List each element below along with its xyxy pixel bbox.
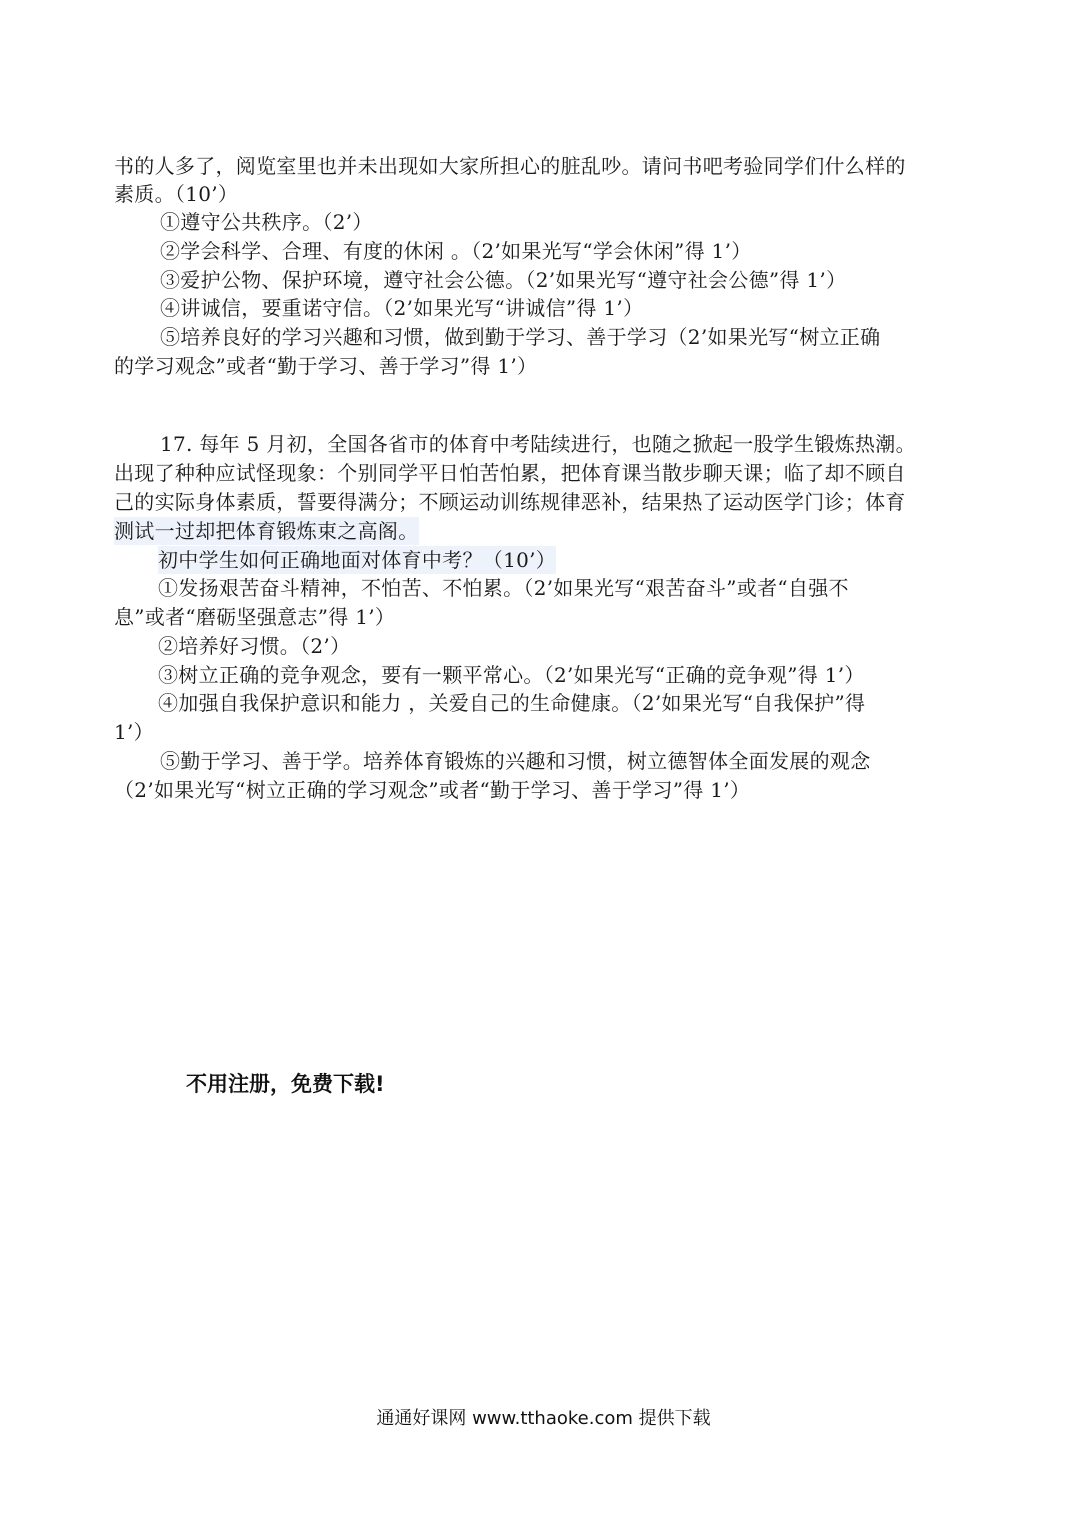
promo-text: 不用注册，免费下载! — [186, 1072, 385, 1096]
q17-answer-5: ⑤勤于学习、善于学。培养体育锻炼的兴趣和习惯，树立德智体全面发展的观念 — [160, 749, 871, 773]
q16-answer-4: ④讲诚信，要重诺守信。（2’如果光写“讲诚信”得 1’） — [160, 296, 644, 320]
q17-answer-4: ④加强自我保护意识和能力 ，关爱自己的生命健康。（2’如果光写“自我保护”得 — [158, 691, 866, 715]
q16-answer-5: ⑤培养良好的学习兴趣和习惯，做到勤于学习、善于学习（2’如果光写“树立正确 — [160, 325, 881, 349]
q17-question: 初中学生如何正确地面对体育中考？（10’） — [158, 548, 557, 572]
q17-answer-1-cont: 息”或者“磨砺坚强意志”得 1’） — [114, 605, 396, 629]
q16-answer-5-cont: 的学习观念”或者“勤于学习、善于学习”得 1’） — [114, 354, 538, 378]
q17-answer-1: ①发扬艰苦奋斗精神，不怕苦、不怕累。（2’如果光写“艰苦奋斗”或者“自强不 — [158, 576, 849, 600]
q17-answer-2: ②培养好习惯。（2’） — [158, 634, 351, 658]
q16-intro-line-1: 书的人多了，阅览室里也并未出现如大家所担心的脏乱吵。请问书吧考验同学们什么样的 — [114, 154, 906, 178]
q16-answer-1: ①遵守公共秩序。（2’） — [160, 210, 373, 234]
q16-intro-line-2: 素质。（10’） — [114, 182, 239, 206]
q17-stem-line-2: 出现了种种应试怪现象：个别同学平日怕苦怕累，把体育课当散步聊天课；临了却不顾自 — [114, 461, 906, 485]
q17-answer-4-cont: 1’） — [114, 720, 154, 744]
q17-stem-line-4: 测试一过却把体育锻炼束之高阁。 — [114, 519, 419, 543]
page-footer: 通通好课网 www.tthaoke.com 提供下载 — [376, 1408, 711, 1429]
q17-answer-3: ③树立正确的竞争观念，要有一颗平常心。（2’如果光写“正确的竞争观”得 1’） — [158, 663, 865, 687]
q17-answer-5-cont: （2’如果光写“树立正确的学习观念”或者“勤于学习、善于学习”得 1’） — [114, 778, 751, 802]
q16-answer-3: ③爱护公物、保护环境，遵守社会公德。（2’如果光写“遵守社会公德”得 1’） — [160, 268, 847, 292]
q16-answer-2: ②学会科学、合理、有度的休闲 。（2’如果光写“学会休闲”得 1’） — [160, 239, 752, 263]
q17-stem-line-3: 己的实际身体素质，誓要得满分；不顾运动训练规律恶补，结果热了运动医学门诊；体育 — [114, 490, 906, 514]
q17-stem-line-1: 17. 每年 5 月初，全国各省市的体育中考陆续进行，也随之掀起一股学生锻炼热潮。 — [160, 432, 916, 456]
